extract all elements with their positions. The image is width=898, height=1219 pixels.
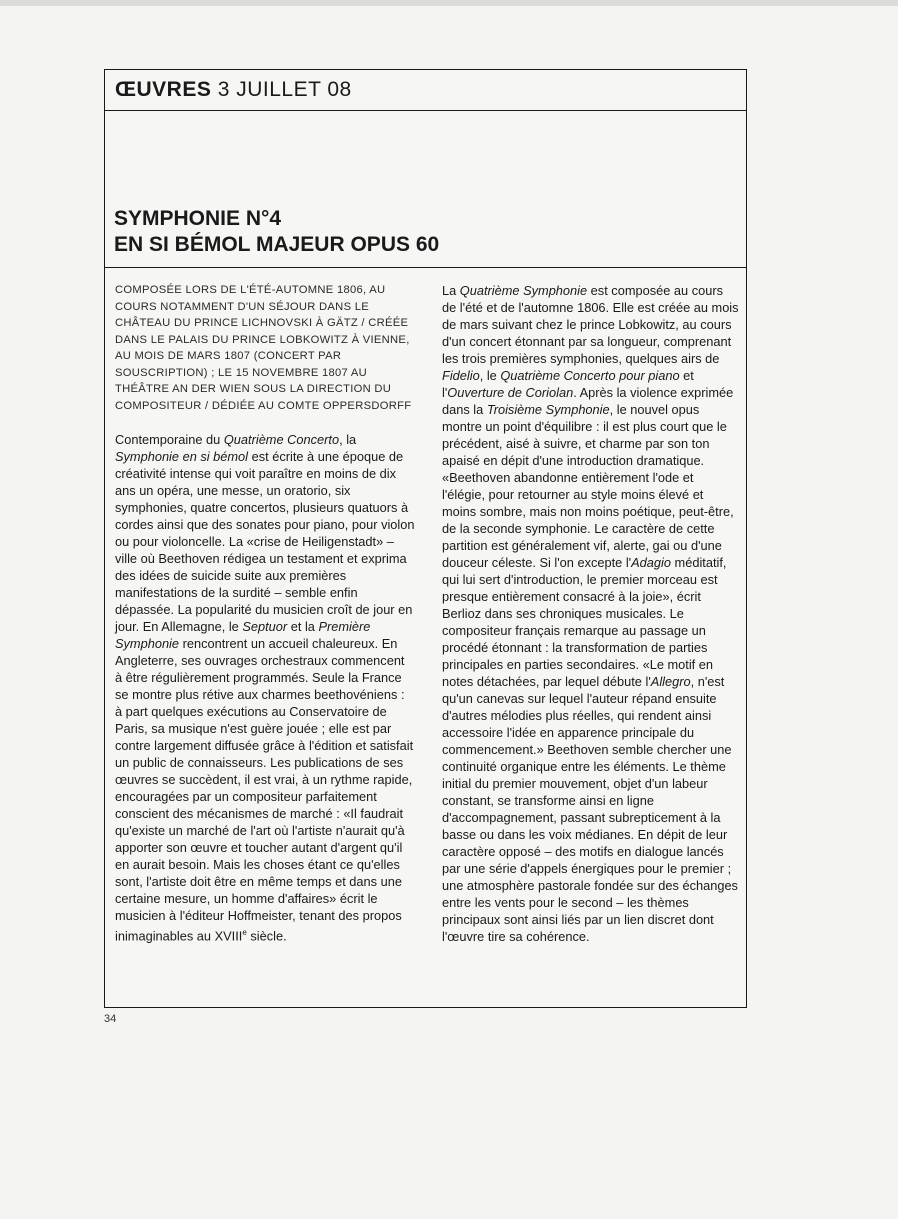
concert-date: 3 JUILLET 08	[217, 78, 352, 101]
scan-edge	[0, 0, 898, 6]
right-column-run: , n'est qu'un canevas sur lequel l'auteur répand ensuite d'autres mélodies plus réelles, qui rendent ainsi accessoire l'idée en apparence principale du commencement.» Beethoven semble chercher une continuité organique entre les éléments. Le thème initial du premier mouvement, objet d'un labeur constant, se transforme ainsi en ligne d'accompagnement, passant subrepticement à la basse ou dans les voix médianes. En dépit de leur caractère opposé – des motifs en dialogue lancés par une série d'appels énergiques pour le premier ; une atmosphère pastorale fondée sur des échanges entre les vents pour le second – les thèmes principaux sont ainsi liés par un lien discret dont l'œuvre tire sa cohérence.	[442, 674, 738, 944]
left-column-run: et la	[287, 619, 319, 634]
right-column-run: Ouverture de Coriolan	[447, 385, 574, 400]
left-column-run: , la	[339, 432, 357, 447]
left-column-run: siècle.	[246, 928, 287, 944]
left-column-run: Contemporaine du	[115, 432, 224, 447]
page-number: 34	[104, 1013, 117, 1025]
composition-notes: COMPOSÉE LORS DE L'ÉTÉ-AUTOMNE 1806, AU COURS NOTAMMENT D'UN SÉJOUR DANS LE CHÂTEAU DU PRINCE LICHNOVSKI À GÄTZ / CRÉÉE DANS LE PALAIS DU PRINCE LOBKOWITZ À VIENNE, AU MOIS DE MARS 1807 (CONCERT PAR SOUSCRIPTION) ; LE 15 NOVEMBRE 1807 AU THÉÂTRE AN DER WIEN SOUS LA DIRECTION DU COMPOSITEUR / DÉDIÉE AU COMTE OPPERSDORFF	[115, 284, 412, 412]
work-title-line-1: SYMPHONIE N°4	[114, 207, 282, 230]
work-title-line-2: EN SI BÉMOL MAJEUR OPUS 60	[114, 233, 440, 256]
left-column-run: Première Symphonie	[115, 619, 371, 651]
right-paragraph	[442, 282, 740, 945]
left-column	[115, 282, 415, 944]
right-column-run: Troisième Symphonie	[486, 402, 610, 417]
right-column-run: La	[442, 283, 460, 298]
page-header	[115, 78, 352, 102]
left-column-run: Septuor	[242, 619, 288, 634]
header-bar	[105, 70, 746, 111]
left-column-run: Quatrième Concerto	[223, 432, 340, 447]
right-column-run: est composée au cours de l'été et de l'automne 1806. Elle est créée au mois de mars suivant chez le prince Lobkowitz, au cours d'un concert étonnant par sa longueur, comprenant les trois premières symphonies, quelques airs de	[442, 283, 739, 366]
left-column-run: Symphonie en si bémol	[115, 449, 249, 464]
right-column-run: , le	[479, 368, 501, 383]
right-column-run: Fidelio	[442, 368, 480, 383]
right-column-run: méditatif, qui lui sert d'introduction, le premier morceau est presque entièrement consacré à la joie», écrit Berlioz dans ses chroniques musicales. Le compositeur français remarque au passage un procédé étonnant : la transformation de parties principales en parties secondaires. «Le motif en notes détachées, par lequel débute l'	[442, 555, 727, 689]
right-column-run: Quatrième Concerto pour piano	[500, 368, 680, 383]
title-block	[105, 110, 746, 268]
left-paragraph	[115, 431, 415, 944]
left-column-run: e	[242, 928, 247, 937]
section-label: ŒUVRES	[115, 78, 212, 101]
right-column-run: Quatrième Symphonie	[459, 283, 588, 298]
right-column-run: . Après la violence exprimée dans la	[442, 385, 734, 417]
right-column-run: , le nouvel opus montre un point d'équilibre : il est plus court que le précédent, aisé à suivre, et charme par son ton apaisé en dépit d'une introduction dramatique. «Beethoven abandonne entièrement l'ode et l'élégie, pour retourner au style moins élevé et moins sombre, mais non moins poétique, peut-être, de la seconde symphonie. Le caractère de cette partition est généralement vif, alerte, gai ou d'une douceur céleste. Si l'on excepte l'	[442, 402, 734, 570]
work-title	[114, 206, 439, 258]
right-column	[442, 282, 740, 945]
right-column-run: Allegro	[650, 674, 691, 689]
right-column-run: et l'	[442, 368, 694, 400]
right-column-run: Adagio	[631, 555, 671, 570]
left-column-run: rencontrent un accueil chaleureux. En Angleterre, ses ouvrages orchestraux commencent à être régulièrement programmés. Seule la France se montre plus rétive aux charmes beethovéniens : à part quelques exécutions au Conservatoire de Paris, sa musique n'est guère jouée ; elle est par contre largement diffusée grâce à l'édition et satisfait un public de connaisseurs. Les publications de ses œuvres se succèdent, il est vrai, à un rythme rapide, encouragées par un compositeur parfaitement conscient des mécanismes de marché : «Il faudrait qu'existe un marché de l'art où l'artiste n'aurait qu'à apporter son œuvre et toucher autant d'argent qu'il en aurait besoin. Mais les choses étant ce qu'elles sont, l'artiste doit être en même temps et dans une certaine mesure, un homme d'affaires» écrit le musicien à l'éditeur Hoffmeister, tenant des propos inimaginables au XVIII	[115, 636, 414, 944]
program-page-frame	[104, 69, 747, 1008]
left-column-run: est écrite à une époque de créativité intense qui voit paraître en moins de dix ans un opéra, une messe, un oratorio, six symphonies, quatre concertos, plusieurs quatuors à cordes ainsi que des sonates pour piano, pour violon ou pour violoncelle. La «crise de Heiligenstadt» – ville où Beethoven rédigea un testament et exprima des idées de suicide suite aux premières manifestations de la surdité – semble enfin dépassée. La popularité du musicien croît de jour en jour. En Allemagne, le	[115, 449, 415, 634]
